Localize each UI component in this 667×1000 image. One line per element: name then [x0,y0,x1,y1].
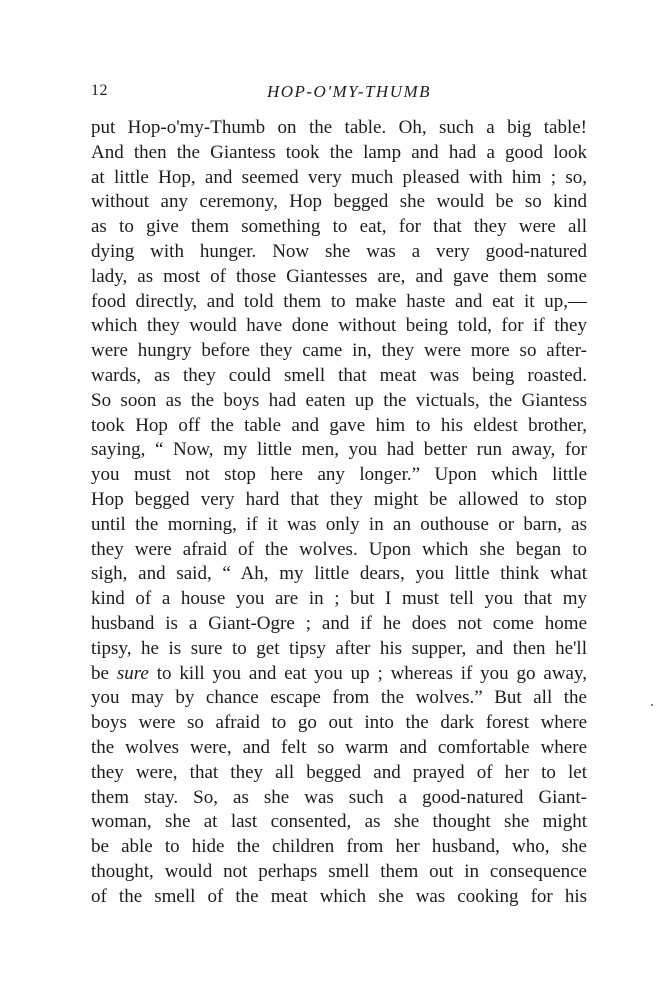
paper-speck [651,704,653,706]
text-line: without any ceremony, Hop begged she would be so kind [91,191,587,213]
text-line: you may by chance escape from the wolves.” But all the [91,687,587,709]
text-line: boys were so afraid to go out into the dark forest where [91,712,587,734]
text-line: they were, that they all begged and prayed of her to let [91,761,587,783]
text-line: Hop begged very hard that they might be allowed to stop [91,488,587,510]
text-line: dying with hunger. Now she was a very good-natured [91,240,587,262]
page-number: 12 [91,82,108,99]
text-line: woman, she at last consented, as she thought she might [91,811,587,833]
text-line: at little Hop, and seemed very much pleased with him ; so, [91,166,587,188]
text-line: were hungry before they came in, they were more so after- [91,340,587,362]
text-line: put Hop-o'my-Thumb on the table. Oh, such a big table! [91,117,587,138]
text-line: sigh, and said, “ Ah, my little dears, you little think what [91,563,587,585]
text-line: thought, would not perhaps smell them out in consequence [91,860,587,882]
text-line: saying, “ Now, my little men, you had better run away, for [91,439,587,461]
text-line: you must not stop here any longer.” Upon which little [91,464,587,486]
text-line: took Hop off the table and gave him to his eldest brother, [91,414,587,436]
text-line: So soon as the boys had eaten up the victuals, the Giantess [91,389,587,411]
running-title: HOP-O'MY-THUMB [266,82,432,101]
text-line: of the smell of the meat which she was cooking for his [91,885,587,907]
text-line: tipsy, he is sure to get tipsy after his supper, and then he'll [91,637,587,659]
text-line: wards, as they could smell that meat was being roasted. [91,364,587,386]
text-fragment: to kill you and eat you up ; whereas if you go away, [148,662,587,684]
text-line: And then the Giantess took the lamp and had a good look [91,141,587,163]
text-line: the wolves were, and felt so warm and comfortable where [91,736,587,758]
text-line: which they would have done without being told, for if they [91,315,587,337]
text-fragment: be [91,662,117,684]
text-line: them stay. So, as she was such a good-natured Giant- [91,786,587,808]
text-line: until the morning, if it was only in an outhouse or barn, as [91,513,587,535]
body-text [91,116,587,910]
text-line: they were afraid of the wolves. Upon which she began to [91,538,587,560]
text-line: as to give them something to eat, for that they were all [91,216,587,238]
text-line: lady, as most of those Giantesses are, and gave them some [91,265,587,287]
text-line: husband is a Giant-Ogre ; and if he does not come home [91,612,587,634]
running-head [91,82,587,106]
text-line: be able to hide the children from her husband, who, she [91,836,587,858]
text-line-with-emphasis [91,662,587,687]
text-line: food directly, and told them to make haste and eat it up,— [91,290,587,312]
text-line: kind of a house you are in ; but I must tell you that my [91,588,587,610]
emphasized-word: sure [116,662,149,684]
